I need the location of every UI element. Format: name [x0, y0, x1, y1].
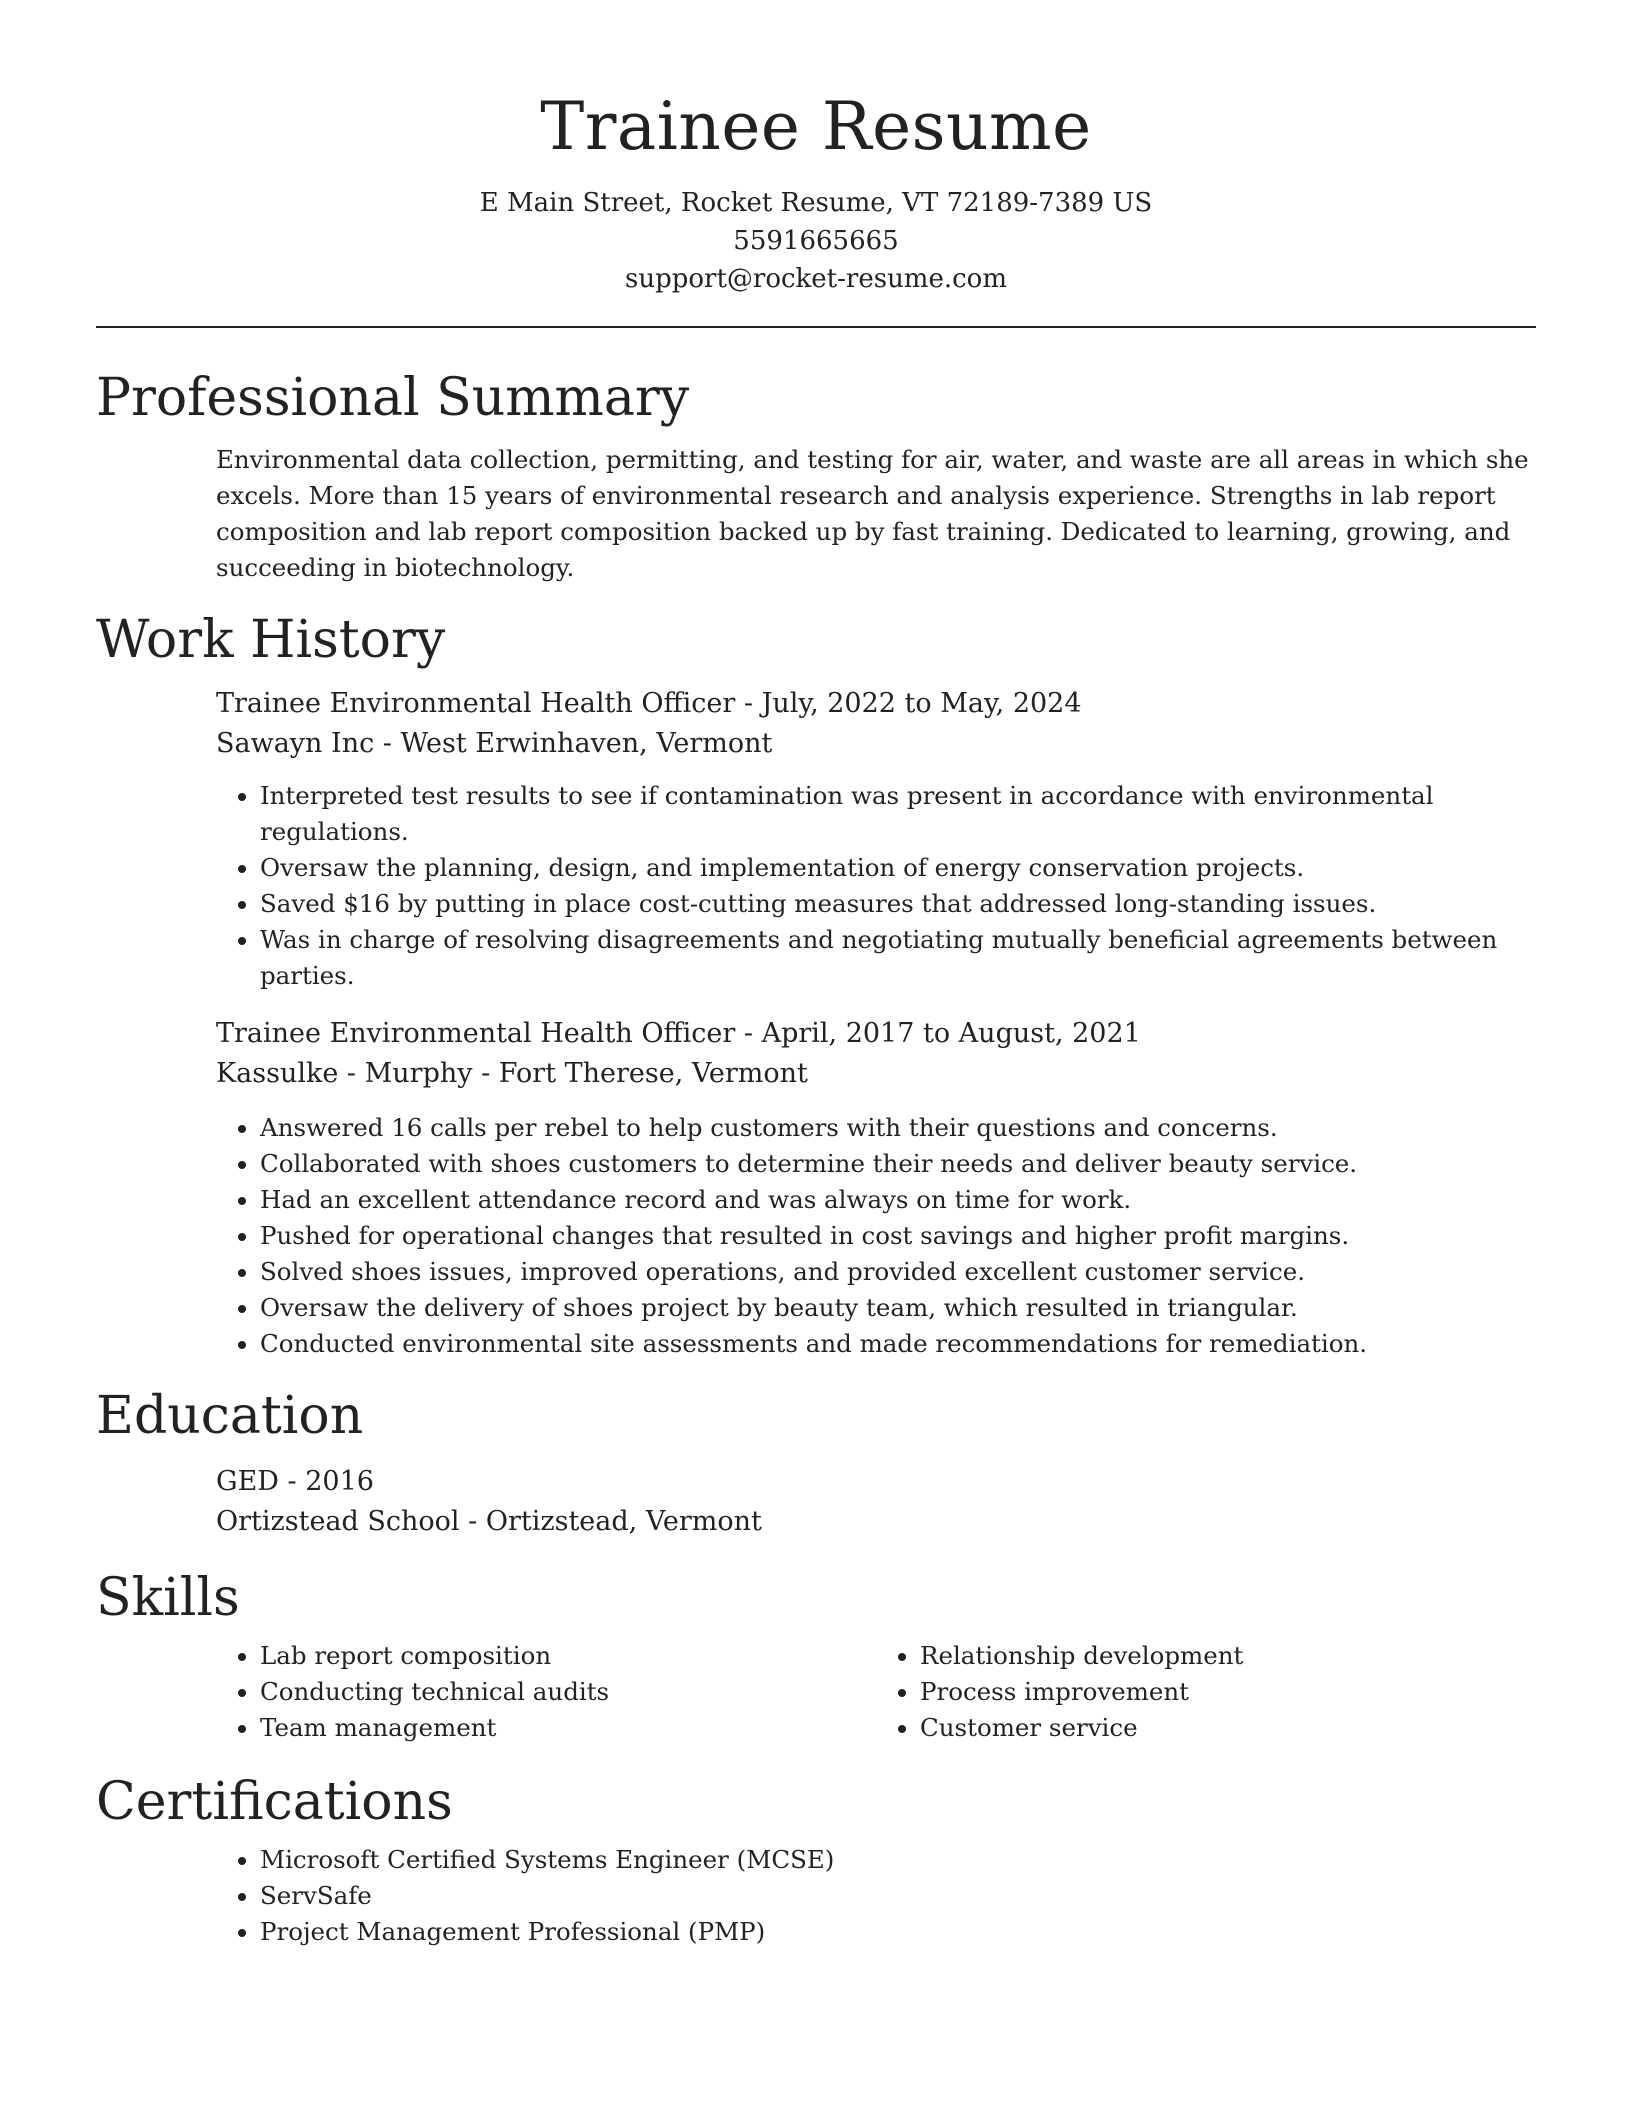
skill-item: • Lab report composition: [260, 1638, 876, 1674]
job-bullet: • Had an excellent attendance record and was always on time for work.: [260, 1182, 1536, 1218]
job-bullet: • Solved shoes issues, improved operations, and provided excellent customer service.: [260, 1254, 1536, 1290]
job-company-line: Kassulke - Murphy - Fort Therese, Vermont: [216, 1058, 808, 1089]
job-title-line: Trainee Environmental Health Officer - April, 2017 to August, 2021: [216, 1018, 1141, 1049]
section-title-certifications: Certifications: [96, 1772, 453, 1832]
job-bullet: • Interpreted test results to see if contamination was present in accordance with environmental regulations.: [260, 778, 1536, 850]
job-bullet: • Oversaw the planning, design, and implementation of energy conservation projects.: [260, 850, 1536, 886]
job-bullet: • Was in charge of resolving disagreements and negotiating mutually beneficial agreements between parties.: [260, 922, 1536, 994]
section-title-education: Education: [96, 1386, 364, 1446]
education-degree-line: GED - 2016: [216, 1466, 374, 1497]
education-school-line: Ortizstead School - Ortizstead, Vermont: [216, 1506, 762, 1537]
resume-header: [96, 0, 1536, 298]
contact-email: support@rocket-resume.com: [624, 264, 1007, 294]
job-bullet: • Pushed for operational changes that resulted in cost savings and higher profit margins.: [260, 1218, 1536, 1254]
skill-item: • Conducting technical audits: [260, 1674, 876, 1710]
job-entry: [216, 1014, 1536, 1362]
header-divider: [96, 326, 1536, 328]
job-bullets: [216, 1110, 1536, 1362]
job-title-line: Trainee Environmental Health Officer - July, 2022 to May, 2024: [216, 688, 1082, 719]
section-title-summary: Professional Summary: [96, 368, 690, 428]
section-title-skills: Skills: [96, 1568, 240, 1628]
certification-item: • Project Management Professional (PMP): [260, 1914, 1536, 1950]
skill-item: • Team management: [260, 1710, 876, 1746]
job-bullet: • Collaborated with shoes customers to determine their needs and deliver beauty service.: [260, 1146, 1536, 1182]
section-title-work-history: Work History: [96, 610, 446, 670]
certification-bullets: [216, 1842, 1536, 1950]
job-bullet: • Answered 16 calls per rebel to help customers with their questions and concerns.: [260, 1110, 1536, 1146]
resume-name: Trainee Resume: [540, 88, 1092, 165]
skill-item: • Process improvement: [920, 1674, 1536, 1710]
resume-page: [96, 0, 1536, 1950]
education-entry: [216, 1462, 1536, 1542]
job-bullet: • Saved $16 by putting in place cost-cutting measures that addressed long-standing issues.: [260, 886, 1536, 922]
skill-item: • Customer service: [920, 1710, 1536, 1746]
contact-phone: 5591665665: [733, 226, 899, 256]
job-bullet: • Conducted environmental site assessments and made recommendations for remediation.: [260, 1326, 1536, 1362]
certification-item: • ServSafe: [260, 1878, 1536, 1914]
job-entry: [216, 684, 1536, 994]
certifications-list: [216, 1842, 1536, 1950]
summary-text: Environmental data collection, permitting, and testing for air, water, and waste are all areas in which she excels. More than 15 years of environmental research and analysis experience. Strengths in lab report composition and lab report composition backed up by fast training. Dedicated to learning, growing, and succeeding in biotechnology.: [216, 445, 1529, 582]
contact-info: [96, 184, 1536, 298]
job-company-line: Sawayn Inc - West Erwinhaven, Vermont: [216, 728, 773, 759]
contact-address: E Main Street, Rocket Resume, VT 72189-7389 US: [479, 188, 1153, 218]
job-bullet: • Oversaw the delivery of shoes project by beauty team, which resulted in triangular.: [260, 1290, 1536, 1326]
job-bullets: [216, 778, 1536, 994]
skills-column-left: [216, 1638, 876, 1746]
certification-item: • Microsoft Certified Systems Engineer (MCSE): [260, 1842, 1536, 1878]
skill-item: • Relationship development: [920, 1638, 1536, 1674]
skills-column-right: [876, 1638, 1536, 1746]
skills-list: [216, 1638, 1536, 1746]
